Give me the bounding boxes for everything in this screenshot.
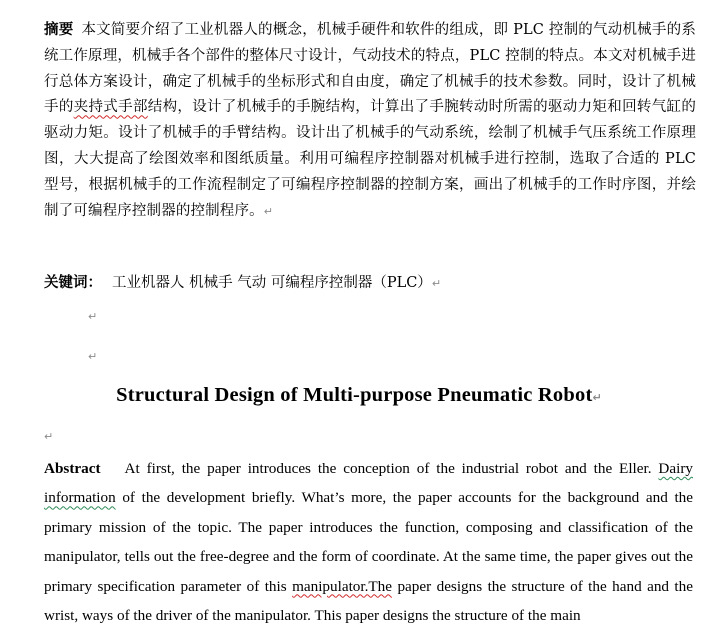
keywords-line	[44, 271, 441, 292]
english-title-text: Structural Design of Multi-purpose Pneumatic Robot	[116, 384, 593, 406]
empty-paragraph-mark: ↵	[88, 310, 98, 323]
paragraph-mark: ↵	[431, 277, 442, 290]
chinese-abstract-text-part-2: 结构，设计了机械手的手腕结构，计算出了手腕转动时所需的驱动力矩和回转气缸的驱动力矩。设计了机械手的手臂结构。设计出了机械手的气动系统，绘制了机械手气压系统工作原理图，大大提高了绘图效率和图纸质量。利用可编程序控制器对机械手进行控制，选取了合适的 PLC 型号，根据机械手的工作流程制定了可编程序控制器的控制方案，画出了机械手的工作时序图，并绘制了可编程序控制器的控制程序。	[44, 99, 696, 219]
keywords-text: 工业机器人 机械手 气动 可编程序控制器（PLC）	[112, 275, 432, 291]
chinese-abstract-spellcheck-phrase: 夹持式手部	[73, 99, 148, 116]
english-abstract-grammar-phrase: Dairy information	[44, 460, 693, 507]
paragraph-mark: ↵	[263, 204, 274, 218]
english-abstract-paragraph	[44, 454, 693, 630]
english-title	[0, 384, 718, 407]
empty-paragraph-mark: ↵	[88, 350, 98, 363]
english-abstract-label: Abstract	[44, 460, 101, 477]
chinese-abstract-paragraph	[44, 18, 696, 224]
keywords-label: 关键词：	[44, 275, 102, 291]
chinese-abstract-text-part-1: 本文简要介绍了工业机器人的概念，机械手硬件和软件的组成，即 PLC 控制的气动机械手的系统工作原理，机械手各个部件的整体尺寸设计，气动技术的特点，PLC 控制的特点。本文对机械手进行总体方案设计，确定了机械手的坐标形式和自由度，确定了机械手的技术参数。同时，设计了机械手的	[44, 22, 696, 116]
paragraph-mark: ↵	[592, 391, 602, 404]
english-abstract-text-part-1: At first, the paper introduces the conception of the industrial robot and the Eller.	[124, 460, 659, 477]
english-abstract-text-part-3: paper designs the structure of the hand and the wrist, ways of the driver of the manipulator. This paper designs the structure of the main	[44, 577, 693, 625]
english-abstract-text-part-2: of the development briefly. What’s more, the paper accounts for the background and the primary mission of the topic. The paper introduces the function, composing and classification of the manipulator, tells out the free-degree and the form of coordinate. At the same time, the paper gives out the primary specification parameter of this	[44, 489, 693, 595]
empty-paragraph-mark: ↵	[44, 430, 54, 443]
english-abstract-spellcheck-phrase: manipulator.The	[292, 577, 393, 595]
chinese-abstract-label: 摘要	[44, 22, 74, 38]
